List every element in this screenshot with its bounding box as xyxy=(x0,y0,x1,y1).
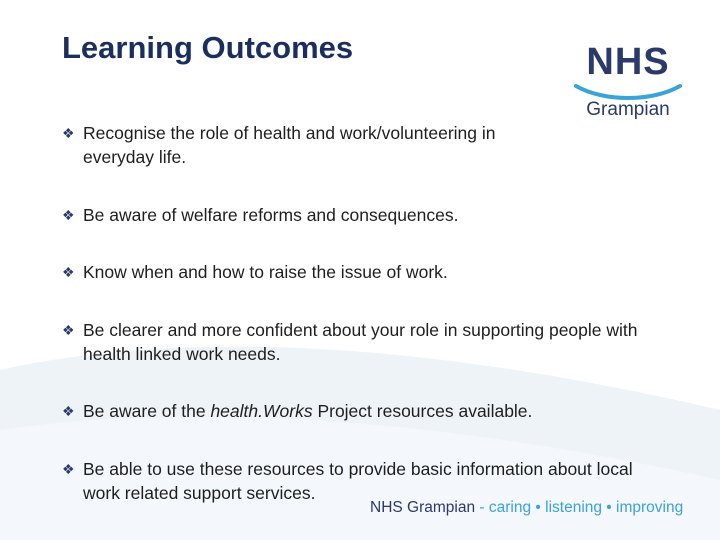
bullet-text: Know when and how to raise the issue of work. xyxy=(83,262,448,282)
bullet-item xyxy=(62,318,642,366)
bullet-text: Recognise the role of health and work/volunteering in everyday life. xyxy=(83,123,496,167)
logo-region-text: Grampian xyxy=(586,99,670,120)
bullet-item xyxy=(62,203,642,227)
bullet-text: Be aware of welfare reforms and consequences. xyxy=(83,205,459,225)
bullet-text-after: Project resources available. xyxy=(312,401,533,421)
diamond-bullet-icon: ❖ xyxy=(62,125,75,141)
bullet-item xyxy=(62,260,642,284)
footer-org: NHS Grampian xyxy=(370,499,476,516)
diamond-bullet-icon: ❖ xyxy=(62,322,75,338)
bullet-text-before: Be aware of the xyxy=(83,401,211,421)
bullet-item xyxy=(62,121,642,169)
bullet-item xyxy=(62,399,642,423)
nhs-grampian-logo xyxy=(572,40,684,126)
diamond-bullet-icon: ❖ xyxy=(62,403,75,419)
footer-tagline-text: caring • listening • improving xyxy=(488,499,684,516)
footer-tagline xyxy=(370,499,683,517)
bullet-item xyxy=(62,457,642,505)
diamond-bullet-icon: ❖ xyxy=(62,461,75,477)
logo-nhs-text: NHS xyxy=(586,41,670,83)
diamond-bullet-icon: ❖ xyxy=(62,207,75,223)
bullet-text: Be able to use these resources to provide basic information about local work related support services. xyxy=(83,459,633,503)
bullet-text-italic: health.Works xyxy=(210,401,313,421)
slide-title: Learning Outcomes xyxy=(62,30,354,65)
footer-separator: - xyxy=(475,499,489,516)
wave-icon xyxy=(574,80,682,100)
bullet-text xyxy=(62,399,642,423)
bullet-text: Be clearer and more confident about your role in supporting people with health linked work needs. xyxy=(83,320,638,364)
diamond-bullet-icon: ❖ xyxy=(62,264,75,280)
